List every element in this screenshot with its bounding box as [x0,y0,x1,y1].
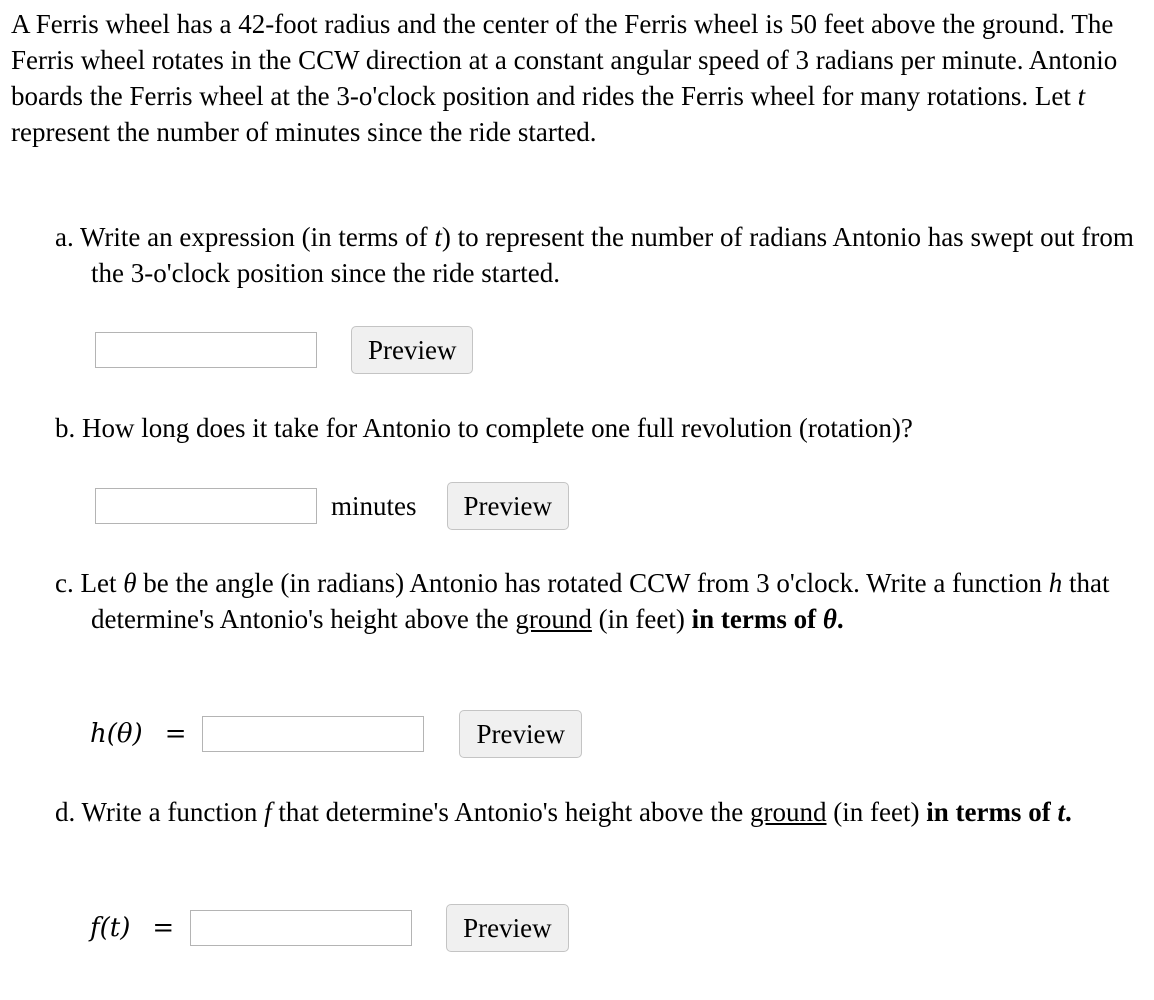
equals-sign: = [164,719,187,749]
part-d-question: d. Write a function f that determine's Antonio's height above the ground (in feet) in terms of t. [55,797,1072,827]
problem-statement [11,6,1141,150]
equals-sign: = [152,913,175,943]
part-d-preview-button[interactable]: Preview [446,904,568,952]
unit-label: minutes [331,491,417,521]
part-c-answer-input[interactable] [202,716,424,752]
part-b-answer-input[interactable] [95,488,317,524]
part-a-text: a. Write an expression (in terms of [55,222,435,252]
part-c-answer-row [90,710,582,758]
part-a-question [55,219,1145,291]
variable-f: f [264,797,272,827]
part-a-preview-button[interactable]: Preview [351,326,473,374]
variable-t: t [1077,81,1086,111]
part-c-question: c. Let θ be the angle (in radians) Antonio has rotated CCW from 3 o'clock. Write a function h that determine's Antonio's height above the ground (in feet) in terms of θ. [55,568,1110,634]
part-d-answer-row [90,904,569,952]
underlined-ground: ground [750,797,827,827]
part-b-preview-button[interactable]: Preview [447,482,569,530]
variable-t: t [434,222,442,252]
problem-text-end: represent the number of minutes since the ride started. [11,117,597,147]
part-a-answer-input[interactable] [95,332,317,368]
problem-text: A Ferris wheel has a 42-foot radius and the center of the Ferris wheel is 50 feet above the ground. The Ferris wheel rotates in the CCW direction at a constant angular speed of 3 radians per minute. Antonio boards the Ferris wheel at the 3-o'clock position and rides the Ferris wheel for many rotations. Let [11,9,1118,111]
part-a-text-end: ) to represent the number of radians Antonio has swept out from the 3-o'clock position since the ride started. [91,222,1134,288]
f-t-label: f(t) [90,913,131,943]
underlined-ground: ground [515,604,592,634]
h-theta-label: h(θ) [90,719,143,749]
part-c-preview-button[interactable]: Preview [459,710,581,758]
part-d-answer-input[interactable] [190,910,412,946]
part-b-answer-row [95,482,569,530]
part-a-answer-row [95,326,473,374]
variable-h: h [1048,568,1063,598]
variable-theta: θ [123,568,137,598]
part-b-question: b. How long does it take for Antonio to complete one full revolution (rotation)? [55,413,913,443]
